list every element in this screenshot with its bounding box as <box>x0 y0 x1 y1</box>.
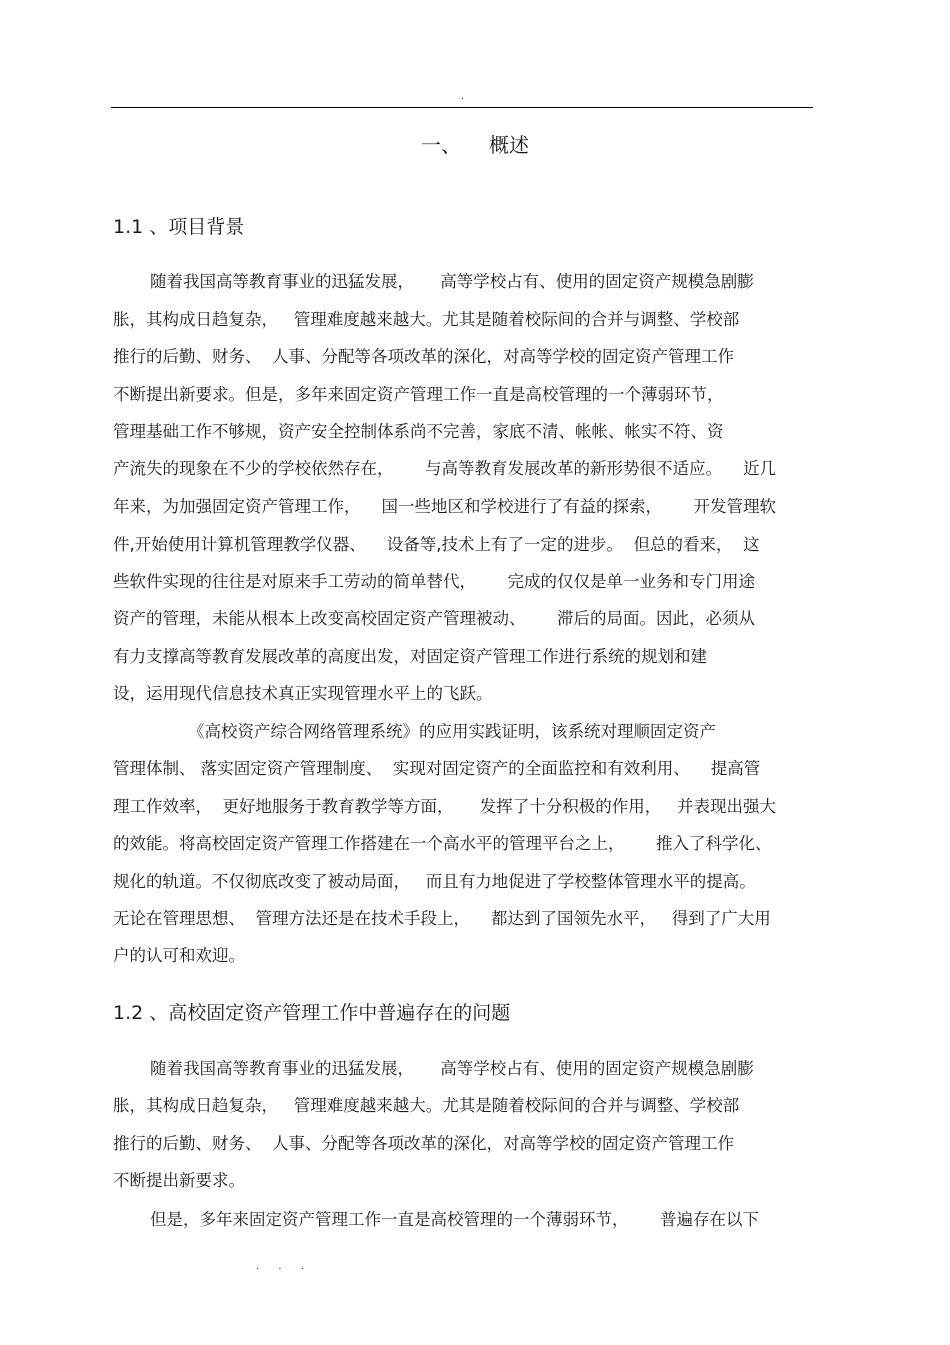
para-line: 不断提出新要求。但是，多年来固定资产管理工作一直是高校管理的一个薄弱环节， <box>113 385 724 404</box>
para-line: 些软件实现的往往是对原来手工劳动的简单替代， 完成的仅仅是单一业务和专门用途 <box>113 572 755 591</box>
section-heading-1-2: 1.2 、高校固定资产管理工作中普遍存在的问题 <box>113 1002 511 1024</box>
header-dot: . <box>461 91 465 102</box>
para-line: 规化的轨道。不仅彻底改变了被动局面， 而且有力地促进了学校整体管理水平的提高。 <box>113 872 756 891</box>
para-line: 随着我国高等教育事业的迅猛发展， 高等学校占有、使用的固定资产规模急剧膨 <box>150 1059 754 1078</box>
para-line: 年来，为加强固定资产管理工作， 国一些地区和学校进行了有益的探索， 开发管理软 <box>113 497 776 516</box>
para-line: 不断提出新要求。 <box>113 1171 245 1190</box>
title-text: 概述 <box>489 133 529 157</box>
para-line: 户的认可和欢迎。 <box>113 946 245 965</box>
page-title <box>0 130 950 160</box>
para-line: 《高校资产综合网络管理系统》的应用实践证明，该系统对理顺固定资产 <box>188 722 716 741</box>
para-line: 件,开始使用计算机管理教学仪器、 设备等,技术上有了一定的进步。 但总的看来， 这 <box>113 535 760 554</box>
title-number: 一、 <box>421 133 461 157</box>
section-heading-1-1: 1.1 、项目背景 <box>113 216 245 238</box>
para-line: 但是，多年来固定资产管理工作一直是高校管理的一个薄弱环节， 普遍存在以下 <box>150 1210 759 1229</box>
footer-dots: . . . <box>256 1261 312 1272</box>
para-line: 无论在管理思想、 管理方法还是在技术手段上， 都达到了国领先水平， 得到了广大用 <box>113 909 771 928</box>
para-line: 胀，其构成日趋复杂， 管理难度越来越大。尤其是随着校际间的合并与调整、学校部 <box>113 310 740 329</box>
para-line: 产流失的现象在不少的学校依然存在， 与高等教育发展改革的新形势很不适应。 近几 <box>113 459 776 478</box>
para-line: 理工作效率， 更好地服务于教育教学等方面， 发挥了十分积极的作用， 并表现出强大 <box>113 797 776 816</box>
header-rule <box>111 107 813 108</box>
para-line: 管理体制、 落实固定资产管理制度、 实现对固定资产的全面监控和有效利用、 提高管 <box>113 759 761 778</box>
para-line: 推行的后勤、财务、 人事、分配等各项改革的深化，对高等学校的固定资产管理工作 <box>113 347 734 366</box>
para-line: 随着我国高等教育事业的迅猛发展， 高等学校占有、使用的固定资产规模急剧膨 <box>150 272 754 291</box>
para-line: 有力支撑高等教育发展改革的高度出发，对固定资产管理工作进行系统的规划和建 <box>113 647 707 666</box>
para-line: 管理基础工作不够规，资产安全控制体系尚不完善，家底不清、帐帐、帐实不符、资 <box>113 422 724 441</box>
para-line: 的效能。将高校固定资产管理工作搭建在一个高水平的管理平台之上， 推入了科学化、 <box>113 834 772 853</box>
para-line: 资产的管理，未能从根本上改变高校固定资产管理被动、 滞后的局面。因此，必须从 <box>113 609 755 628</box>
para-line: 胀，其构成日趋复杂， 管理难度越来越大。尤其是随着校际间的合并与调整、学校部 <box>113 1096 740 1115</box>
para-line: 设，运用现代信息技术真正实现管理水平上的飞跃。 <box>113 684 493 703</box>
para-line: 推行的后勤、财务、 人事、分配等各项改革的深化，对高等学校的固定资产管理工作 <box>113 1134 734 1153</box>
